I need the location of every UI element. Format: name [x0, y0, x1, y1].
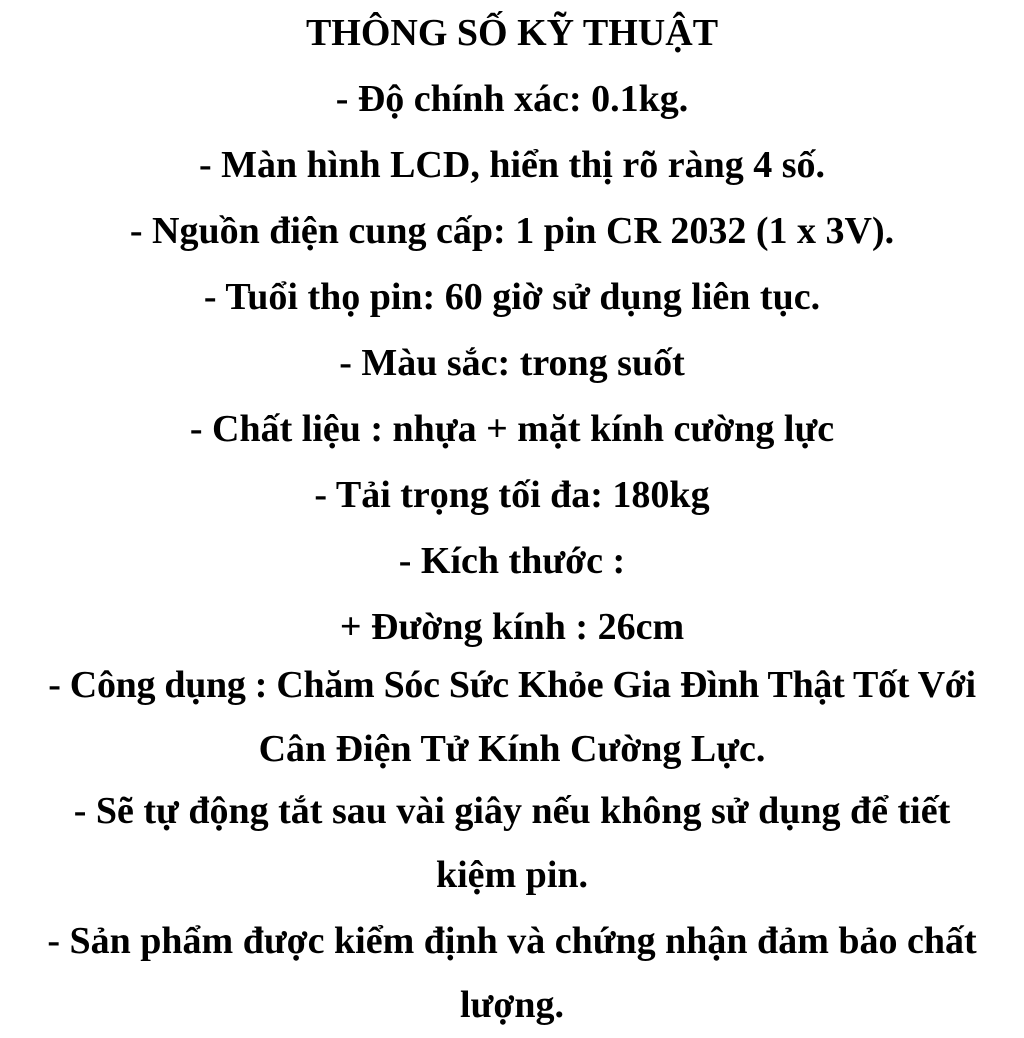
document-title: THÔNG SỐ KỸ THUẬT — [305, 12, 719, 54]
spec-line-display: - Màn hình LCD, hiển thị rõ ràng 4 số. — [198, 144, 826, 186]
spec-line-diameter: + Đường kính : 26cm — [339, 606, 685, 648]
spec-line-dimensions: - Kích thước : — [398, 540, 626, 582]
spec-line-certified-cont: lượng. — [459, 984, 565, 1026]
spec-line-usage-cont: Cân Điện Tử Kính Cường Lực. — [258, 728, 766, 770]
spec-line-color: - Màu sắc: trong suốt — [339, 342, 685, 384]
spec-line-power: - Nguồn điện cung cấp: 1 pin CR 2032 (1 x 3V). — [129, 210, 895, 252]
spec-line-auto-off-cont: kiệm pin. — [435, 854, 589, 896]
spec-line-auto-off: - Sẽ tự động tắt sau vài giây nếu không sử dụng để tiết — [73, 790, 951, 832]
spec-line-accuracy: - Độ chính xác: 0.1kg. — [335, 78, 689, 120]
spec-line-battery-life: - Tuổi thọ pin: 60 giờ sử dụng liên tục. — [203, 276, 821, 318]
spec-line-certified: - Sản phẩm được kiểm định và chứng nhận đảm bảo chất — [47, 920, 977, 962]
spec-line-material: - Chất liệu : nhựa + mặt kính cường lực — [189, 408, 835, 450]
spec-line-max-load: - Tải trọng tối đa: 180kg — [314, 474, 710, 516]
spec-line-usage: - Công dụng : Chăm Sóc Sức Khỏe Gia Đình Thật Tốt Với — [48, 664, 976, 706]
